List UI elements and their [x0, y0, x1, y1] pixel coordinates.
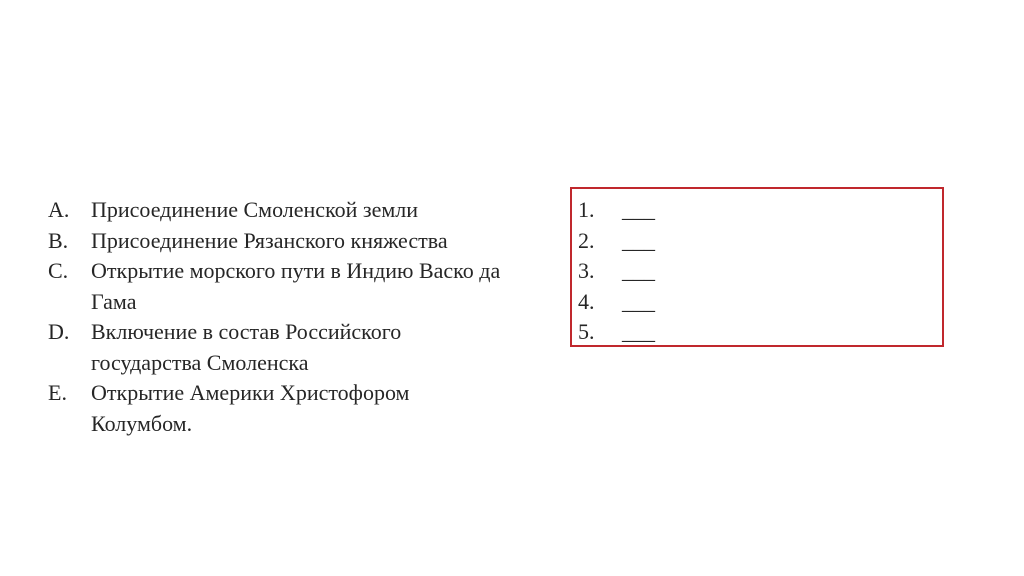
answer-item-3	[578, 256, 655, 287]
event-letter: B.	[48, 227, 69, 253]
answer-number: 2.	[578, 227, 595, 253]
event-item-b	[48, 226, 508, 257]
answer-item-1	[578, 195, 655, 226]
event-letter: C.	[48, 258, 69, 283]
answer-item-4	[578, 287, 655, 318]
event-letter: A.	[48, 197, 70, 222]
events-list	[48, 195, 508, 439]
event-item-d	[48, 317, 508, 378]
event-text: Присоединение Смоленской земли	[91, 197, 419, 222]
answer-number: 1.	[578, 197, 595, 222]
event-letter: E.	[48, 380, 67, 405]
event-letter: D.	[48, 319, 70, 344]
answer-blank[interactable]: ___	[622, 258, 655, 283]
event-text: Открытие Америки Христофором Колумбом.	[91, 380, 410, 436]
answers-list	[578, 195, 655, 348]
event-item-a	[48, 195, 508, 226]
event-item-c	[48, 256, 508, 317]
event-text: Открытие морского пути в Индию Васко да Гама	[91, 258, 501, 314]
answer-number: 4.	[578, 288, 595, 314]
answer-number: 3.	[578, 258, 595, 283]
event-text: Включение в состав Российского государства Смоленска	[91, 319, 402, 375]
event-text: Присоединение Рязанского княжества	[91, 227, 448, 253]
answer-blank[interactable]: ___	[622, 319, 655, 344]
answer-blank[interactable]: ___	[622, 227, 655, 253]
answer-item-2	[578, 226, 655, 257]
event-item-e	[48, 378, 508, 439]
answer-item-5	[578, 317, 655, 348]
answer-number: 5.	[578, 319, 595, 344]
answer-blank[interactable]: ___	[622, 197, 655, 222]
answer-blank[interactable]: ___	[622, 288, 655, 314]
